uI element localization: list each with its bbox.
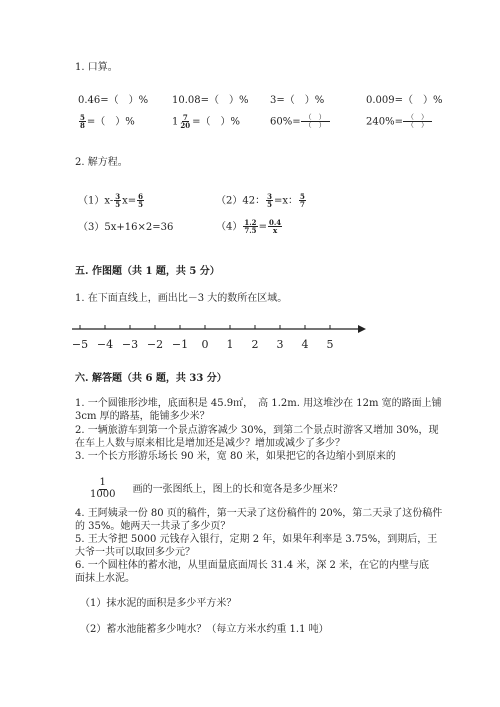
problem-6-line-2: 面抹上水泥。 — [75, 573, 135, 584]
number-line — [68, 322, 368, 356]
problem-4-line-2: 的 35%。她两天一共录了多少页？ — [75, 521, 231, 532]
section-6-title: 六. 解答题（共 6 题，共 33 分） — [75, 373, 227, 384]
section-5-title: 五. 作图题（共 1 题，共 5 分） — [75, 266, 220, 277]
number-line-tick-label: 3 — [276, 338, 284, 351]
problem-3-line-1: 3. 一个长方形游乐场长 90 米，宽 80 米，如果把它的各边缩小到原来的 — [75, 451, 396, 462]
number-line-tick-label: −5 — [71, 338, 89, 351]
problem-2-line-2: 在车上人数与原来相比是增加还是减少？增加或减少了多少？ — [75, 438, 345, 449]
equation-1: （1）x- $\frac{3}{5}$ x= $\frac{6}{5}$ — [78, 192, 143, 210]
oral-calc-2: 10.08=（ ）% — [172, 95, 249, 106]
number-line-tick-label: −4 — [96, 338, 114, 351]
oral-calc-3: 3=（ ）% — [270, 95, 325, 106]
drawing-question: 1. 在下面直线上，画出比－3 大的数所在区域。 — [75, 293, 288, 304]
problem-5-line-1: 5. 王大爷把 5000 元钱存入银行，定期 2 年，如果年利率是 3.75%，到期后，王 — [75, 534, 438, 545]
equation-3: （3）5x+16×2=36 — [78, 222, 174, 233]
number-line-arrow — [358, 325, 366, 333]
number-line-tick-label: 4 — [301, 338, 309, 351]
problem-3-line-2: $\frac{1}{1000}$ 画的一张图纸上，图上的长和宽各是多少厘米？ — [90, 477, 343, 500]
problem-6-line-1: 6. 一个圆柱体的蓄水池，从里面量底面周长 31.4 米，深 2 米，在它的内壁与底 — [75, 560, 430, 571]
oral-calc-7: 60%= （ ） （ ） — [270, 114, 330, 130]
number-line-tick-label: 1 — [226, 338, 234, 351]
section-1-title: 1. 口算。 — [75, 62, 118, 73]
section-2-title: 2. 解方程。 — [75, 157, 128, 168]
problem-6-sub-2: （2）蓄水池能蓄多少吨水？（每立方米水约重 1.1 吨） — [80, 624, 329, 635]
number-line-tick-label: 5 — [326, 338, 334, 351]
equation-4: （4） $\frac{1.2}{7.5}$ = $\frac{0.4}{x}$ — [216, 218, 282, 236]
problem-4-line-1: 4. 王阿姨录一份 80 页的稿件，第一天录了这份稿件的 20%，第二天录了这份稿件 — [75, 508, 443, 519]
number-line-tick-label: 2 — [251, 338, 259, 351]
equation-2: （2）42： $\frac{3}{5}$ =x： $\frac{5}{7}$ — [216, 192, 305, 210]
oral-calc-5: $\frac{5}{8}$ =（ ）% — [80, 113, 135, 131]
number-line-tick-label: −3 — [121, 338, 139, 351]
problem-1-line-1: 1. 一个圆锥形沙堆，底面积是 45.9㎡， 高 1.2m. 用这堆沙在 12m 宽的路面上铺 — [75, 398, 442, 409]
problem-1-line-2: 3cm 厚的路基，能铺多少米？ — [75, 411, 210, 422]
number-line-tick-label: −1 — [171, 338, 189, 351]
problem-2-line-1: 2. 一辆旅游车到第一个景点游客减少 30%，到第二个景点时游客又增加 30%，现 — [75, 425, 439, 436]
oral-calc-1: 0.46=（ ）% — [78, 95, 149, 106]
number-line-tick-label: −2 — [146, 338, 164, 351]
oral-calc-6: 1 $\frac{7}{20}$ =（ ）% — [172, 113, 241, 131]
oral-calc-8: 240%= （ ） （ ） — [366, 114, 432, 130]
number-line-tick-label: 0 — [201, 338, 209, 351]
problem-6-sub-1: （1）抹水泥的面积是多少平方米？ — [80, 598, 237, 609]
oral-calc-4: 0.009=（ ）% — [366, 95, 443, 106]
problem-5-line-2: 大爷一共可以取回多少元？ — [75, 547, 195, 558]
